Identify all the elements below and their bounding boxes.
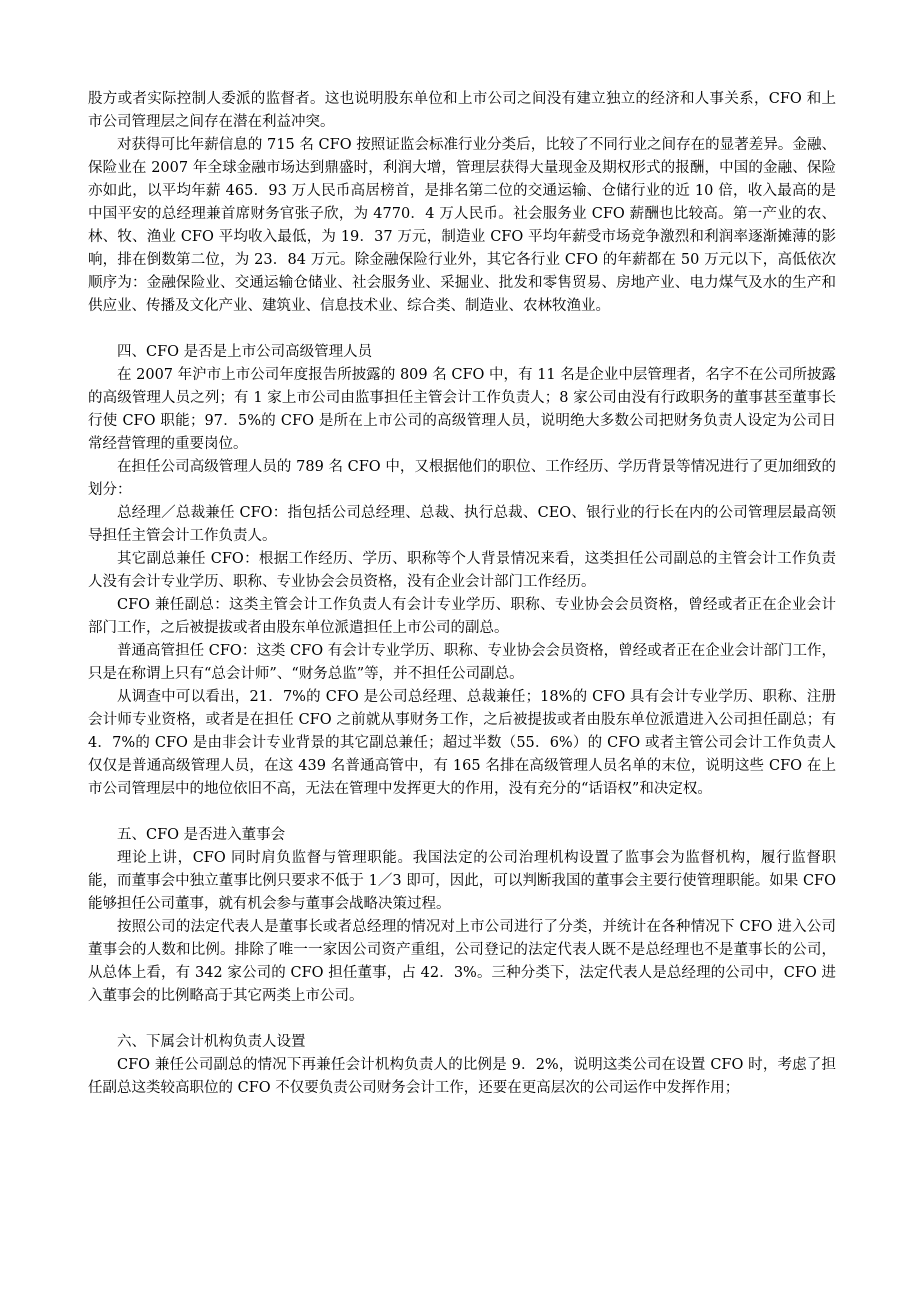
paragraph: 对获得可比年薪信息的 715 名 CFO 按照证监会标准行业分类后，比较了不同行业之间存在的显著差异。金融、保险业在 2007 年全球金融市场达到鼎盛时，利润大增，管理层获得大量现金及期权形式的报酬，中国的金融、保险亦如此，以平均年薪 465．93 万人民币高居榜首，是排名第二位的交通运输、仓储行业的近 10 倍，收入最高的是中国平安的总经理兼首席财务官张子欣，为 4770．4 万人民币。社会服务业 CFO 薪酬也比较高。第一产业的农、林、牧、渔业 CFO 平均收入最低，为 19．37 万元，制造业 CFO 平均年薪受市场竞争激烈和利润率逐渐摊薄的影响，排在倒数第二位，为 23．84 万元。除金融保险行业外，其它各行业 CFO 的年薪都在 50 万元以下，高低依次顺序为：金融保险业、交通运输仓储业、社会服务业、采掘业、批发和零售贸易、房地产业、电力煤气及水的生产和供应业、传播及文化产业、建筑业、信息技术业、综合类、制造业、农林牧渔业。 (88, 137, 836, 314)
paragraph: 股方或者实际控制人委派的监督者。这也说明股东单位和上市公司之间没有建立独立的经济和人事关系，CFO 和上市公司管理层之间存在潜在利益冲突。 (88, 91, 836, 130)
paragraph: 在 2007 年沪市上市公司年度报告所披露的 809 名 CFO 中，有 11 名是企业中层管理者，名字不在公司所披露的高级管理人员之列；有 1 家上市公司由监事担任主管会计工作负责人；8 家公司由没有行政职务的董事甚至董事长行使 CFO 职能；97．5%的 CFO 是所在上市公司的高级管理人员，说明绝大多数公司把财务负责人设定为公司日常经营管理的重要岗位。 (88, 367, 836, 452)
paragraph: CFO 兼任公司副总的情况下再兼任会计机构负责人的比例是 9．2%，说明这类公司在设置 CFO 时，考虑了担任副总这类较高职位的 CFO 不仅要负责公司财务会计工作，还要在更高层次的公司运作中发挥作用； (88, 1057, 836, 1096)
section-heading: 六、下属会计机构负责人设置 (117, 1034, 306, 1050)
paragraph: 在担任公司高级管理人员的 789 名 CFO 中，又根据他们的职位、工作经历、学历背景等情况进行了更加细致的划分： (88, 459, 836, 498)
blank-line (88, 801, 836, 824)
blank-line (88, 318, 836, 341)
paragraph: 理论上讲，CFO 同时肩负监督与管理职能。我国法定的公司治理机构设置了监事会为监督机构，履行监督职能，而董事会中独立董事比例只要求不低于 1／3 即可，因此，可以判断我国的董事会主要行使管理职能。如果 CFO 能够担任公司董事，就有机会参与董事会战略决策过程。 (88, 850, 841, 912)
paragraph: 从调查中可以看出，21．7%的 CFO 是公司总经理、总裁兼任；18%的 CFO 具有会计专业学历、职称、注册会计师专业资格，或者是在担任 CFO 之前就从事财务工作，之后被提拔或者由股东单位派遣进入公司担任副总；有 4．7%的 CFO 是由非会计专业背景的其它副总兼任；超过半数（55．6%）的 CFO 或者主管公司会计工作负责人仅仅是普通高级管理人员，在这 439 名普通高管中，有 165 名排在高级管理人员名单的末位，说明这些 CFO 在上市公司管理层中的地位依旧不高，无法在管理中发挥更大的作用，没有充分的“话语权”和决定权。 (88, 689, 841, 797)
document-page (88, 88, 841, 1100)
section-heading: 四、CFO 是否是上市公司高级管理人员 (117, 344, 373, 360)
paragraph: 普通高管担任 CFO：这类 CFO 有会计专业学历、职称、专业协会会员资格，曾经或者正在企业会计部门工作，只是在称谓上只有“总会计师”、“财务总监”等，并不担任公司副总。 (88, 643, 836, 682)
paragraph: CFO 兼任副总：这类主管会计工作负责人有会计专业学历、职称、专业协会会员资格，曾经或者正在企业会计部门工作，之后被提拔或者由股东单位派遣担任上市公司的副总。 (88, 597, 836, 636)
paragraph: 按照公司的法定代表人是董事长或者总经理的情况对上市公司进行了分类，并统计在各种情况下 CFO 进入公司董事会的人数和比例。排除了唯一一家因公司资产重组，公司登记的法定代表人既不是总经理也不是董事长的公司，从总体上看，有 342 家公司的 CFO 担任董事，占 42．3%。三种分类下，法定代表人是总经理的公司中，CFO 进入董事会的比例略高于其它两类上市公司。 (88, 919, 836, 1004)
paragraph: 总经理／总裁兼任 CFO：指包括公司总经理、总裁、执行总裁、CEO、银行业的行长在内的公司管理层最高领导担任主管会计工作负责人。 (88, 505, 836, 544)
section-heading: 五、CFO 是否进入董事会 (117, 827, 286, 843)
blank-line (88, 1008, 836, 1031)
paragraph: 其它副总兼任 CFO：根据工作经历、学历、职称等个人背景情况来看，这类担任公司副总的主管会计工作负责人没有会计专业学历、职称、专业协会会员资格，没有企业会计部门工作经历。 (88, 551, 836, 590)
